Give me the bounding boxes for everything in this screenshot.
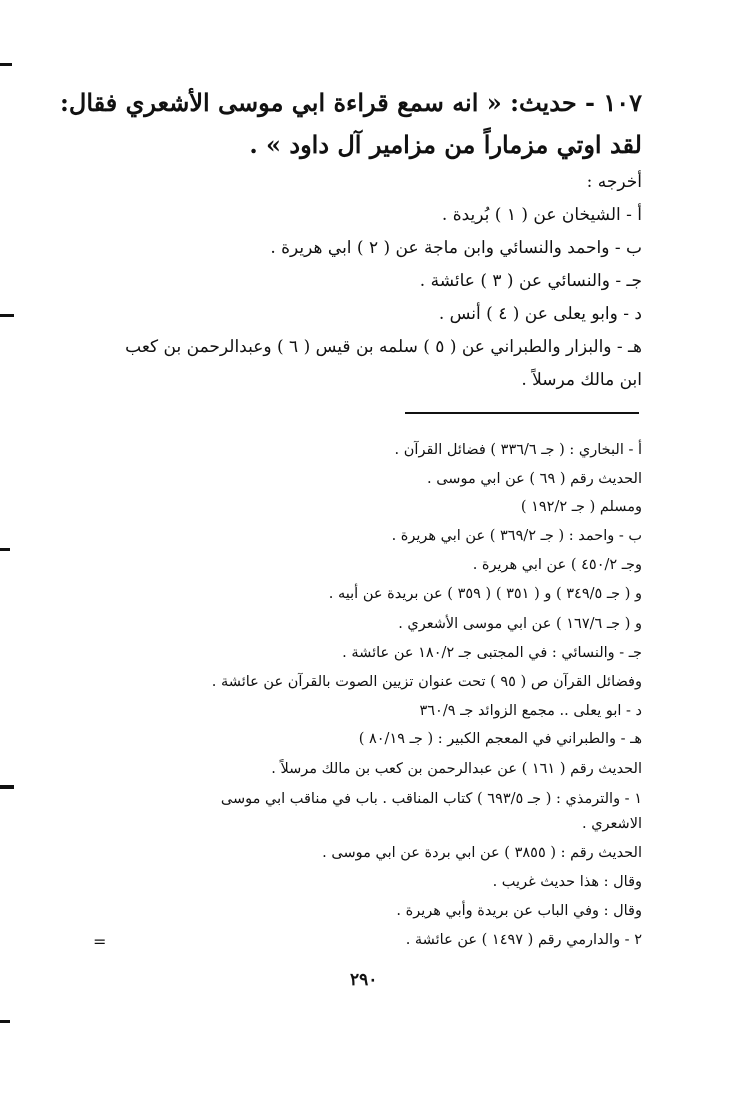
page-number: ٢٩٠	[350, 970, 378, 990]
edge-mark	[0, 63, 12, 66]
footnote-line: ١ - والترمذي : ( جـ ٦٩٣/٥ ) كتاب المناقب . باب في مناقب ابي موسى	[220, 791, 642, 807]
body-line: أ - الشيخان عن ( ١ ) بُريدة .	[441, 205, 642, 225]
body-line: أخرجه :	[586, 172, 642, 192]
footnote-separator	[405, 412, 639, 414]
edge-mark	[0, 1020, 10, 1023]
body-line: د - وابو يعلى عن ( ٤ ) أنس .	[438, 304, 642, 324]
footnote-line: الحديث رقم ( ١٦١ ) عن عبدالرحمن بن كعب بن مالك مرسلاً .	[271, 761, 642, 777]
footnote-line: ٢ - والدارمي رقم ( ١٤٩٧ ) عن عائشة .	[405, 932, 642, 948]
footnote-line: و ( جـ ٣٤٩/٥ ) و ( ٣٥١ ) ( ٣٥٩ ) عن بريدة عن أبيه .	[328, 586, 642, 602]
footnote-line: د - ابو يعلى .. مجمع الزوائد جـ ٣٦٠/٩	[419, 703, 642, 719]
body-line: هـ - والبزار والطبراني عن ( ٥ ) سلمه بن قيس ( ٦ ) وعبدالرحمن بن كعب	[125, 337, 642, 357]
hadith-heading-line-1: ١٠٧ - حديث: « انه سمع قراءة ابي موسى الأشعري فقال:	[60, 88, 642, 117]
margin-mark: =	[93, 932, 107, 951]
footnote-line: هـ - والطبراني في المعجم الكبير : ( جـ ٨٠/١٩ )	[358, 731, 642, 747]
footnote-line: وقال : هذا حديث غريب .	[492, 874, 642, 890]
footnote-line: وجـ ٤٥٠/٢ ) عن ابي هريرة .	[472, 557, 642, 573]
footnote-line: أ - البخاري : ( جـ ٣٣٦/٦ ) فضائل القرآن .	[394, 442, 642, 458]
body-line: ابن مالك مرسلاً .	[521, 370, 642, 390]
footnote-line: جـ - والنسائي : في المجتبى جـ ١٨٠/٢ عن عائشة .	[342, 645, 642, 661]
body-line: جـ - والنسائي عن ( ٣ ) عائشة .	[419, 271, 642, 291]
edge-mark	[0, 548, 10, 551]
edge-mark	[0, 314, 14, 317]
footnote-line: ب - واحمد : ( جـ ٣٦٩/٢ ) عن ابي هريرة .	[391, 528, 642, 544]
body-line: ب - واحمد والنسائي وابن ماجة عن ( ٢ ) ابي هريرة .	[270, 238, 642, 258]
footnote-line: وقال : وفي الباب عن بريدة وأبي هريرة .	[396, 903, 642, 919]
edge-mark	[0, 785, 14, 789]
footnote-line: الحديث رقم : ( ٣٨٥٥ ) عن ابي بردة عن ابي موسى .	[322, 845, 642, 861]
footnote-line: و ( جـ ١٦٧/٦ ) عن ابي موسى الأشعري .	[398, 616, 642, 632]
footnote-line: وفضائل القرآن ص ( ٩٥ ) تحت عنوان تزيين الصوت بالقرآن عن عائشة .	[211, 674, 642, 690]
footnote-line: الحديث رقم ( ٦٩ ) عن ابي موسى .	[427, 471, 642, 487]
hadith-heading-line-2: لقد اوتي مزماراً من مزامير آل داود » .	[249, 130, 642, 159]
footnote-line: الاشعري .	[581, 816, 642, 832]
footnote-line: ومسلم ( جـ ١٩٢/٢ )	[520, 499, 642, 515]
